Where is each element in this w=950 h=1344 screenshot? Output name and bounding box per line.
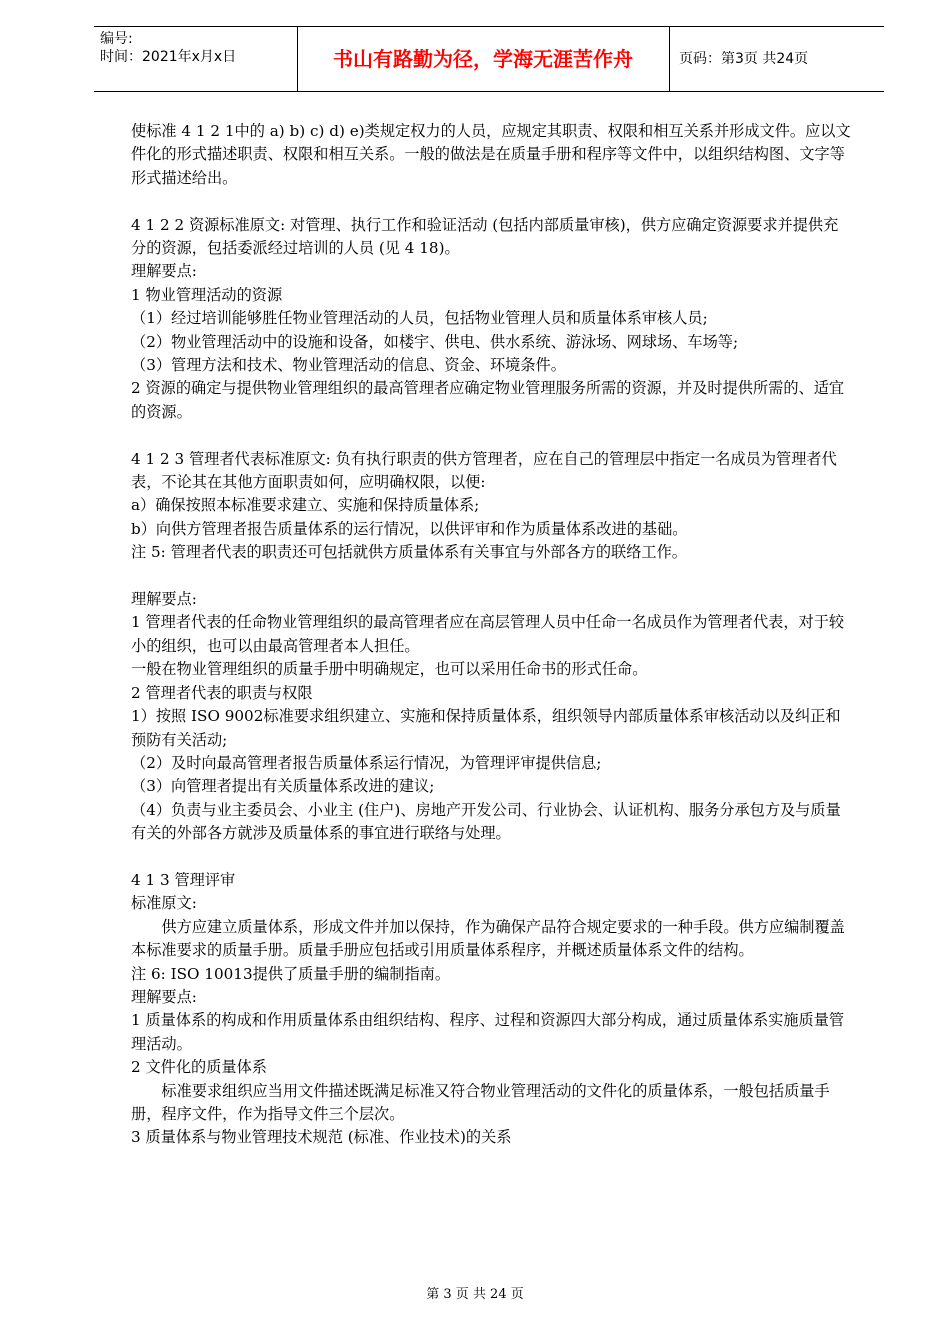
page-header: [94, 26, 884, 92]
paragraph: 标准要求组织应当用文件描述既满足标准又符合物业管理活动的文件化的质量体系，一般包括质量手册，程序文件，作为指导文件三个层次。: [131, 1081, 830, 1123]
paragraph: 注 5: 管理者代表的职责还可包括就供方质量体系有关事宜与外部各方的联络工作。: [131, 543, 687, 562]
paragraph: 2 资源的确定与提供物业管理组织的最高管理者应确定物业管理服务所需的资源，并及时提供所需的、适宜的资源。: [131, 379, 845, 421]
paragraph: 3 质量体系与物业管理技术规范 (标准、作业技术)的关系: [131, 1128, 512, 1147]
header-meta: [100, 30, 236, 66]
paragraph: 4 1 2 3 管理者代表标准原文: 负有执行职责的供方管理者，应在自己的管理层中指定一名成员为管理者代表，不论其在其他方面职责如何，应明确权限，以便:: [131, 449, 837, 492]
paragraph: 1 物业管理活动的资源: [131, 285, 283, 304]
paragraph: 1 质量体系的构成和作用质量体系由组织结构、程序、过程和资源四大部分构成，通过质量体系实施质量管理活动。: [131, 1011, 845, 1053]
header-top-rule: [94, 26, 884, 27]
paragraph: （3）向管理者提出有关质量体系改进的建议;: [131, 777, 435, 796]
document-body: [131, 120, 851, 1150]
spacer: [131, 565, 851, 588]
header-page-number: 页码：第3页 共24页: [679, 51, 809, 67]
paragraph: （2）物业管理活动中的设施和设备，如楼宇、供电、供水系统、游泳场、网球场、车场等;: [131, 332, 739, 351]
code-label: 编号:: [100, 31, 133, 47]
header-bottom-rule: [94, 91, 884, 92]
paragraph: 理解要点:: [131, 987, 197, 1006]
paragraph: 2 文件化的质量体系: [131, 1058, 267, 1077]
paragraph: 1）按照 ISO 9002标准要求组织建立、实施和保持质量体系，组织领导内部质量体系审核活动以及纠正和预防有关活动;: [131, 707, 841, 749]
paragraph: 4 1 2 2 资源标准原文: 对管理、执行工作和验证活动 (包括内部质量审核)，供方应确定资源要求并提供充分的资源，包括委派经过培训的人员 (见 4 18)。: [131, 215, 839, 258]
paragraph: 使标准 4 1 2 1中的 a) b) c) d) e)类规定权力的人员，应规定其职责、权限和相互关系并形成文件。应以文件化的形式描述职责、权限和相互关系。一般的做法是在质量手册和程序等文件中，以组织结构图、文字等形式描述给出。: [131, 122, 851, 187]
paragraph: 4 1 3 管理评审: [131, 870, 236, 889]
time-label: 时间：2021年x月x日: [100, 49, 237, 65]
paragraph: 一般在物业管理组织的质量手册中明确规定，也可以采用任命书的形式任命。: [131, 660, 648, 679]
paragraph: （3）管理方法和技术、物业管理活动的信息、资金、环境条件。: [131, 356, 566, 375]
paragraph: 注 6: ISO 10013提供了质量手册的编制指南。: [131, 964, 451, 983]
header-divider-right: [669, 26, 670, 92]
paragraph: 1 管理者代表的任命物业管理组织的最高管理者应在高层管理人员中任命一名成员作为管理者代表，对于较小的组织，也可以由最高管理者本人担任。: [131, 613, 845, 655]
paragraph: （1）经过培训能够胜任物业管理活动的人员，包括物业管理人员和质量体系审核人员;: [131, 309, 708, 328]
paragraph: （4）负责与业主委员会、小业主 (住户)、房地产开发公司、行业协会、认证机构、服务分承包方及与质量有关的外部各方就涉及质量体系的事宜进行联络与处理。: [131, 800, 841, 843]
spacer: [131, 190, 851, 213]
paragraph: 理解要点:: [131, 590, 197, 609]
paragraph: 供方应建立质量体系，形成文件并加以保持，作为确保产品符合规定要求的一种手段。供方应编制覆盖本标准要求的质量手册。质量手册应包括或引用质量体系程序，并概述质量体系文件的结构。: [131, 917, 845, 960]
paragraph: 2 管理者代表的职责与权限: [131, 683, 313, 702]
paragraph: 理解要点:: [131, 262, 197, 281]
page-footer: 第 3 页 共 24 页: [426, 1287, 524, 1302]
paragraph: b）向供方管理者报告质量体系的运行情况，以供评审和作为质量体系改进的基础。: [131, 519, 688, 538]
spacer: [131, 846, 851, 869]
paragraph: a）确保按照本标准要求建立、实施和保持质量体系;: [131, 496, 480, 515]
header-motto: 书山有路勤为径，学海无涯苦作舟: [333, 47, 633, 71]
paragraph: 标准原文:: [131, 894, 197, 913]
spacer: [131, 424, 851, 447]
paragraph: （2）及时向最高管理者报告质量体系运行情况，为管理评审提供信息;: [131, 753, 602, 772]
